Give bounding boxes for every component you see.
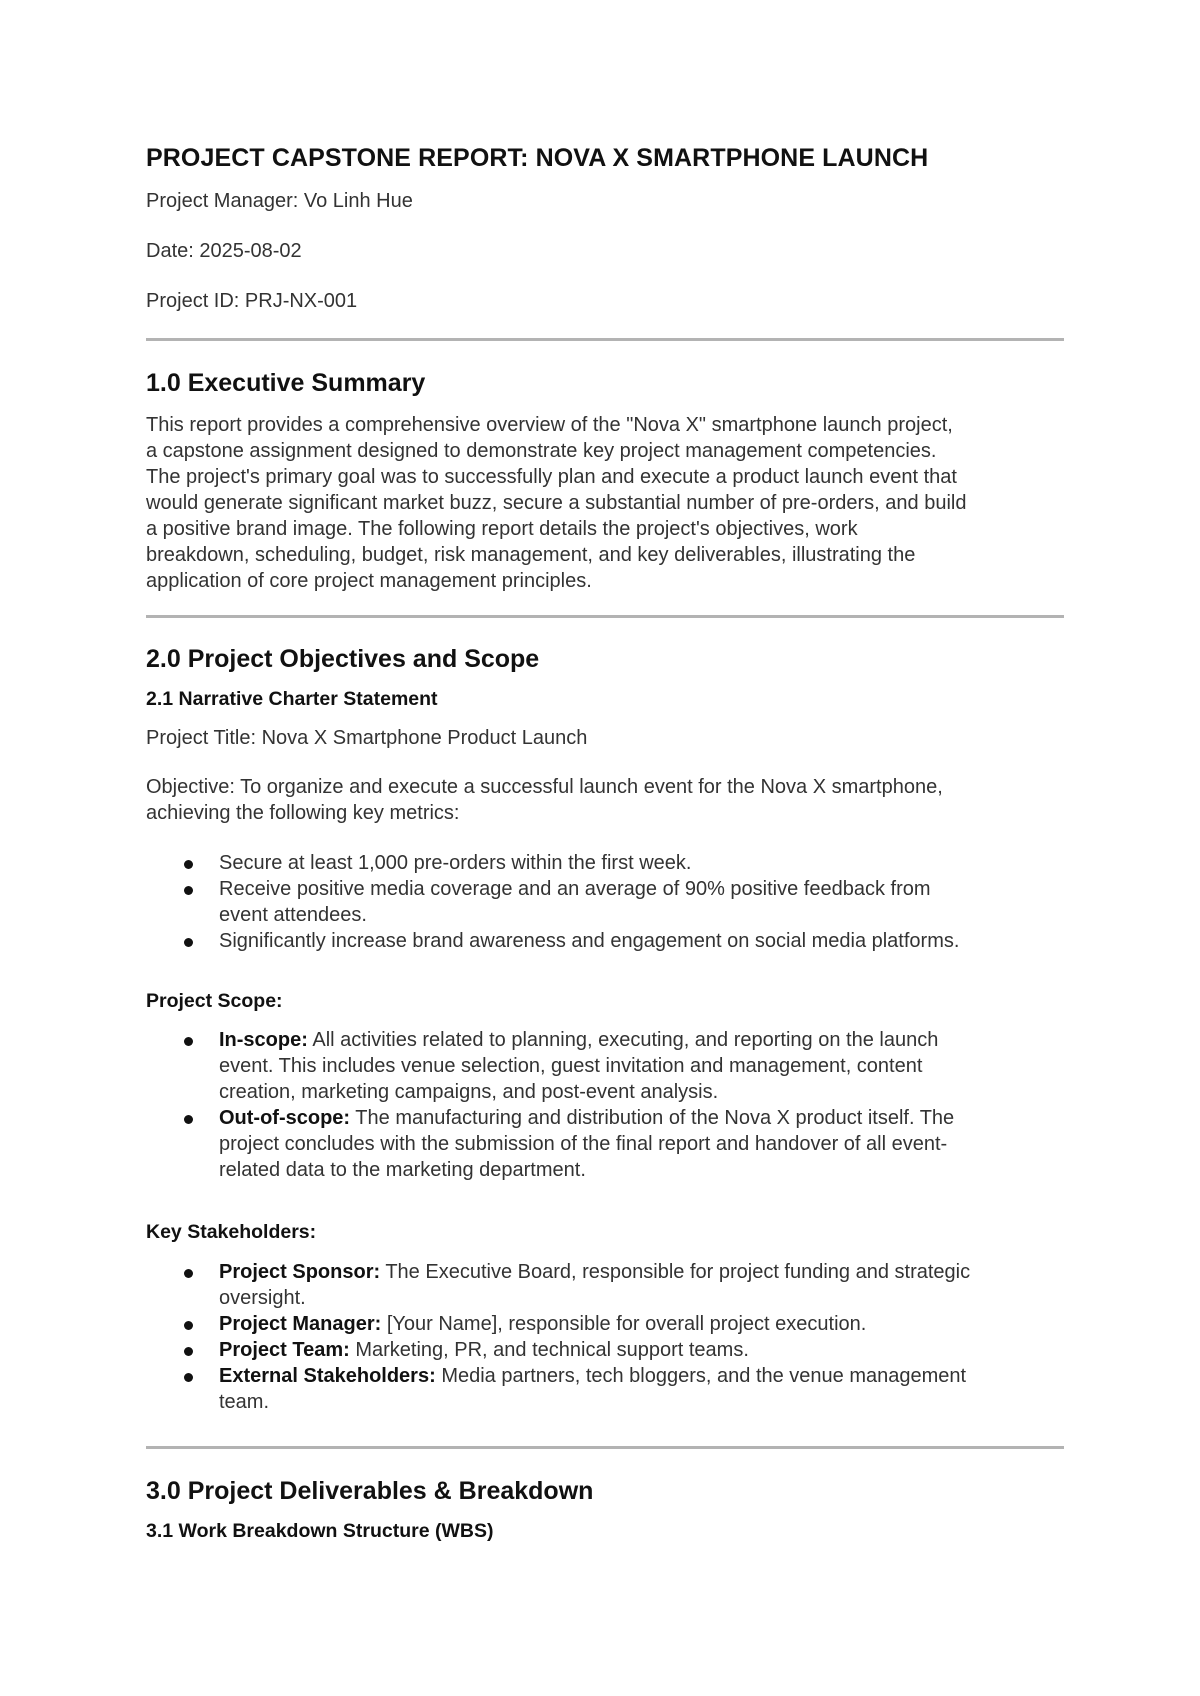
summary-line: a capstone assignment designed to demonstrate key project management competencies. xyxy=(146,440,937,462)
project-scope-list xyxy=(146,1027,1064,1183)
bullet-icon xyxy=(184,1269,193,1278)
scope-term: Out-of-scope: xyxy=(219,1107,351,1129)
summary-line: This report provides a comprehensive overview of the "Nova X" smartphone launch project, xyxy=(146,414,953,436)
list-item-text: team. xyxy=(219,1391,270,1413)
charter-subheading: 2.1 Narrative Charter Statement xyxy=(146,688,438,710)
summary-line: The project's primary goal was to successfully plan and execute a product launch event that xyxy=(146,466,957,488)
list-item-text: creation, marketing campaigns, and post-event analysis. xyxy=(219,1081,719,1103)
section-divider xyxy=(146,1446,1064,1449)
list-item-text: oversight. xyxy=(219,1287,306,1309)
date-line: Date: 2025-08-02 xyxy=(146,240,302,262)
list-item xyxy=(146,1027,1064,1105)
project-title-line: Project Title: Nova X Smartphone Product Launch xyxy=(146,727,588,749)
executive-summary-paragraph xyxy=(146,412,1064,594)
bullet-icon xyxy=(184,1037,193,1046)
list-item-text: Secure at least 1,000 pre-orders within the first week. xyxy=(219,852,692,874)
bullet-icon xyxy=(184,1321,193,1330)
section-divider xyxy=(146,615,1064,618)
bullet-icon xyxy=(184,1115,193,1124)
bullet-icon xyxy=(184,1373,193,1382)
bullet-icon xyxy=(184,1347,193,1356)
objective-line: Objective: To organize and execute a successful launch event for the Nova X smartphone, xyxy=(146,776,943,798)
section-divider xyxy=(146,338,1064,341)
list-item-text: related data to the marketing department. xyxy=(219,1159,586,1181)
stakeholder-text: The Executive Board, responsible for project funding and strategic xyxy=(385,1261,971,1283)
summary-line: application of core project management principles. xyxy=(146,570,592,592)
list-item xyxy=(146,1259,1064,1311)
wbs-subheading: 3.1 Work Breakdown Structure (WBS) xyxy=(146,1520,494,1542)
key-metrics-list xyxy=(146,850,1064,954)
stakeholder-text: Marketing, PR, and technical support teams. xyxy=(355,1339,749,1361)
list-item-text: event attendees. xyxy=(219,904,367,926)
executive-summary-heading: 1.0 Executive Summary xyxy=(146,369,426,397)
list-item xyxy=(146,876,1064,928)
stakeholder-term: External Stakeholders: xyxy=(219,1365,436,1387)
deliverables-heading: 3.0 Project Deliverables & Breakdown xyxy=(146,1477,594,1505)
list-item-text: project concludes with the submission of the final report and handover of all event- xyxy=(219,1133,948,1155)
project-scope-label: Project Scope: xyxy=(146,990,283,1012)
summary-line: would generate significant market buzz, secure a substantial number of pre-orders, and build xyxy=(146,492,967,514)
list-item xyxy=(146,1337,1064,1363)
list-item-text: Significantly increase brand awareness and engagement on social media platforms. xyxy=(219,930,960,952)
project-id-line: Project ID: PRJ-NX-001 xyxy=(146,290,358,312)
scope-text: All activities related to planning, executing, and reporting on the launch xyxy=(312,1029,939,1051)
stakeholder-text: Media partners, tech bloggers, and the venue management xyxy=(441,1365,967,1387)
list-item xyxy=(146,1363,1064,1415)
stakeholder-term: Project Sponsor: xyxy=(219,1261,381,1283)
stakeholder-text: [Your Name], responsible for overall project execution. xyxy=(386,1313,867,1335)
key-stakeholders-label: Key Stakeholders: xyxy=(146,1221,317,1243)
scope-text: The manufacturing and distribution of the Nova X product itself. The xyxy=(355,1107,955,1129)
summary-line: a positive brand image. The following report details the project's objectives, work xyxy=(146,518,858,540)
summary-line: breakdown, scheduling, budget, risk management, and key deliverables, illustrating the xyxy=(146,544,916,566)
stakeholder-term: Project Team: xyxy=(219,1339,350,1361)
objective-line: achieving the following key metrics: xyxy=(146,802,460,824)
bullet-icon xyxy=(184,860,193,869)
stakeholders-list xyxy=(146,1259,1064,1415)
scope-term: In-scope: xyxy=(219,1029,308,1051)
list-item-text: Receive positive media coverage and an average of 90% positive feedback from xyxy=(219,878,931,900)
objective-paragraph xyxy=(146,774,1064,826)
document-title: PROJECT CAPSTONE REPORT: NOVA X SMARTPHONE LAUNCH xyxy=(146,144,929,172)
stakeholder-term: Project Manager: xyxy=(219,1313,382,1335)
list-item-text: event. This includes venue selection, guest invitation and management, content xyxy=(219,1055,923,1077)
list-item xyxy=(146,850,1064,876)
bullet-icon xyxy=(184,886,193,895)
list-item xyxy=(146,1105,1064,1183)
project-manager-line: Project Manager: Vo Linh Hue xyxy=(146,190,413,212)
list-item xyxy=(146,928,1064,954)
bullet-icon xyxy=(184,938,193,947)
objectives-heading: 2.0 Project Objectives and Scope xyxy=(146,645,540,673)
list-item xyxy=(146,1311,1064,1337)
